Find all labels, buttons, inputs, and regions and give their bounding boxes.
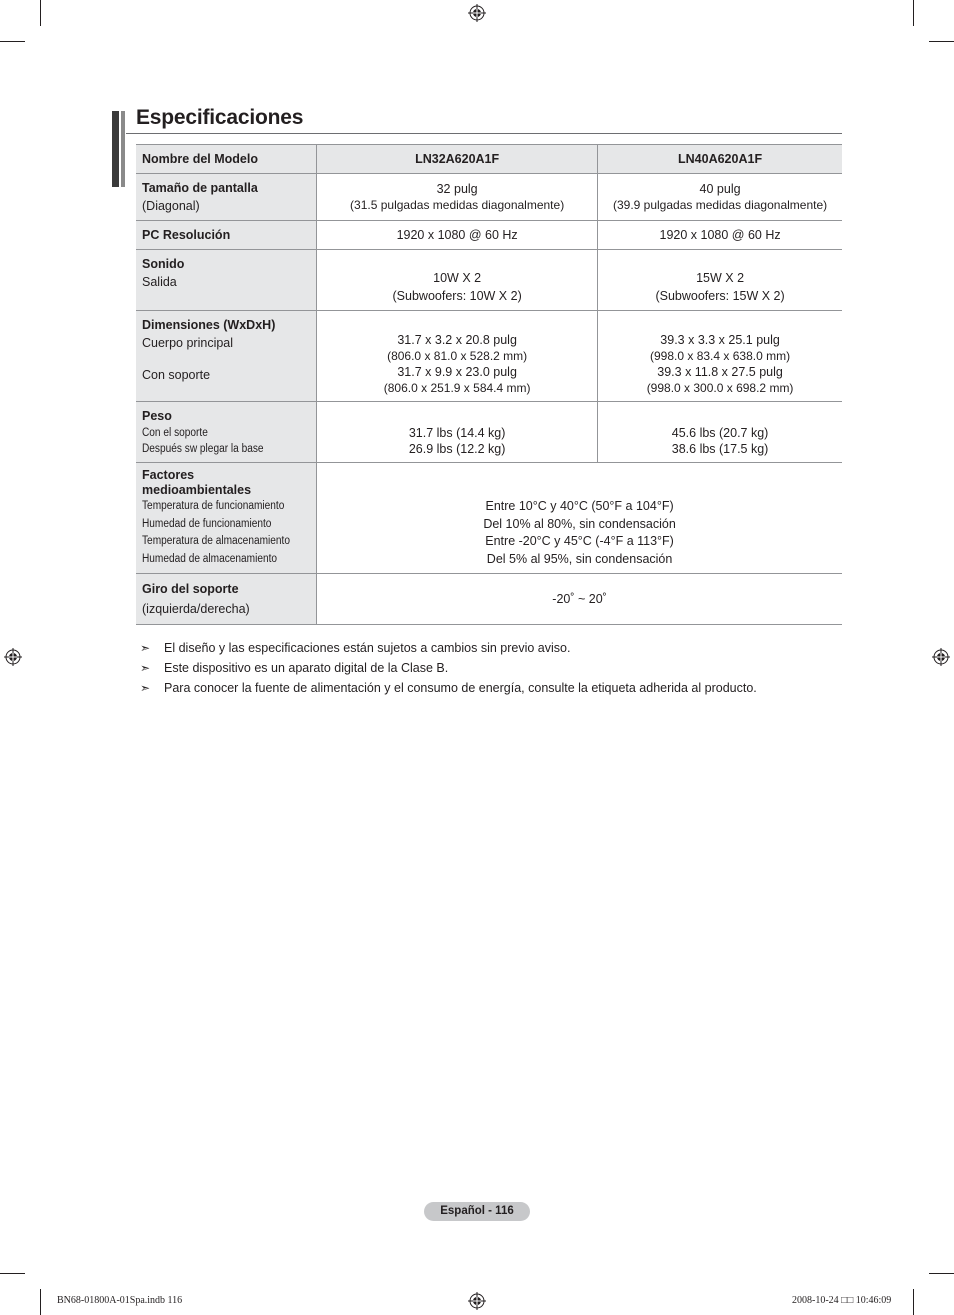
crop-mark [913,0,914,26]
row-sublabel: Con soporte [142,368,211,382]
row-sublabel: Temperatura de funcionamiento [142,500,285,512]
value-main: Del 10% al 80%, sin condensación [483,516,676,531]
value-main: Entre 10°C y 40°C (50°F a 104°F) [485,499,674,513]
arrow-bullet-icon: ➣ [140,641,151,655]
row-sublabel: Humedad de almacenamiento [142,552,278,565]
table-row [136,250,842,311]
value-detail: (806.0 x 81.0 x 528.2 mm) [387,349,528,363]
table-header-row [136,145,842,174]
value-cell [317,311,598,402]
value-detail: (39.9 pulgadas medidas diagonalmente) [612,198,828,212]
crop-mark [929,41,954,42]
value-main: Entre -20°C y 45°C (-4°F a 113°F) [485,534,674,548]
registration-mark-icon [468,4,486,22]
crop-mark [0,1273,25,1274]
value-cell [598,250,842,311]
value-cell [317,174,598,221]
table-row [136,574,842,625]
value-main: 31.7 x 9.9 x 23.0 pulg [397,365,517,379]
row-label: Dimensiones (WxDxH) [142,318,276,332]
row-sublabel: Después sw plegar la base [142,443,264,455]
registration-mark-icon [932,648,950,666]
row-label: medioambientales [142,483,252,497]
print-slug-left: BN68-01800A-01Spa.indb 116 [57,1295,183,1306]
value-detail: (Subwoofers: 10W X 2) [392,289,522,303]
notes-list [140,638,757,698]
value-detail: (998.0 x 300.0 x 698.2 mm) [646,381,794,395]
registration-mark-icon [4,648,22,666]
crop-mark [40,0,41,26]
row-label: Factores [142,468,195,482]
value-main: 15W X 2 [696,271,745,285]
value-cell [598,311,842,402]
row-label-cell [136,250,317,311]
value-main: 31.7 x 3.2 x 20.8 pulg [397,333,517,347]
value-main: 38.6 lbs (17.5 kg) [671,442,769,456]
table-row [136,463,842,574]
row-label: Peso [142,409,172,423]
value-main: 40 pulg [699,182,741,196]
print-slug-right: 2008-10-24 □□ 10:46:09 [792,1295,892,1306]
value-detail: (998.0 x 83.4 x 638.0 mm) [650,349,791,363]
row-label-cell [136,463,317,574]
header-cell: LN40A620A1F [598,145,842,174]
row-sublabel: (Diagonal) [142,199,200,213]
row-label: PC Resolución [142,228,231,242]
spec-table [136,144,842,625]
table-row [136,221,842,250]
list-item [140,638,757,658]
page-title: Especificaciones [136,106,304,129]
value-cell [598,402,842,463]
value-cell [317,463,842,574]
note-text: Para conocer la fuente de alimentación y el consumo de energía, consulte la etiqueta adherida al producto. [164,681,757,695]
value-detail: (806.0 x 251.9 x 584.4 mm) [383,381,531,395]
list-item [140,658,757,678]
row-label-cell [136,174,317,221]
table-row [136,174,842,221]
row-label: Giro del soporte [142,582,239,596]
title-accent-bar [112,111,119,187]
note-text: Este dispositivo es un aparato digital de la Clase B. [164,661,449,675]
crop-mark [0,41,25,42]
crop-mark [913,1289,914,1315]
row-label-cell [136,402,317,463]
row-label-cell [136,221,317,250]
row-sublabel: Salida [142,275,177,289]
list-item [140,678,757,698]
value-main: 10W X 2 [433,271,482,285]
value-main: 39.3 x 3.3 x 25.1 pulg [660,333,780,347]
value-main: 39.3 x 11.8 x 27.5 pulg [657,365,783,379]
value-main: 31.7 lbs (14.4 kg) [408,426,506,440]
value-detail: (Subwoofers: 15W X 2) [655,289,785,303]
row-sublabel: Temperatura de almacenamiento [142,535,290,547]
value-cell [317,250,598,311]
value-main: 45.6 lbs (20.7 kg) [671,426,769,440]
row-label: Tamaño de pantalla [142,181,258,195]
row-sublabel: Con el soporte [142,427,208,439]
row-sublabel: (izquierda/derecha) [142,602,250,616]
crop-mark [929,1273,954,1274]
arrow-bullet-icon: ➣ [140,681,151,695]
registration-mark-icon [468,1292,486,1310]
page-number-badge: Español - 116 [424,1202,530,1221]
title-accent-bar [121,111,125,187]
arrow-bullet-icon: ➣ [140,661,151,675]
value-main: 26.9 lbs (12.2 kg) [408,442,506,456]
value-cell [317,402,598,463]
crop-mark [40,1289,41,1315]
row-label-cell [136,311,317,402]
note-text: El diseño y las especificaciones están sujetos a cambios sin previo aviso. [164,641,571,655]
row-sublabel: Humedad de funcionamiento [142,517,272,530]
title-rule [126,133,842,134]
value-cell: 1920 x 1080 @ 60 Hz [317,221,598,250]
row-label-cell [136,574,317,625]
value-cell: 1920 x 1080 @ 60 Hz [598,221,842,250]
header-cell: LN32A620A1F [317,145,598,174]
header-cell: Nombre del Modelo [136,145,317,174]
value-cell: -20˚ ~ 20˚ [317,574,842,625]
value-cell [598,174,842,221]
value-main: 32 pulg [436,182,478,196]
table-row [136,311,842,402]
row-sublabel: Cuerpo principal [142,336,234,350]
value-main: Del 5% al 95%, sin condensación [486,551,673,566]
row-label: Sonido [142,257,185,271]
table-row [136,402,842,463]
value-detail: (31.5 pulgadas medidas diagonalmente) [350,198,565,212]
